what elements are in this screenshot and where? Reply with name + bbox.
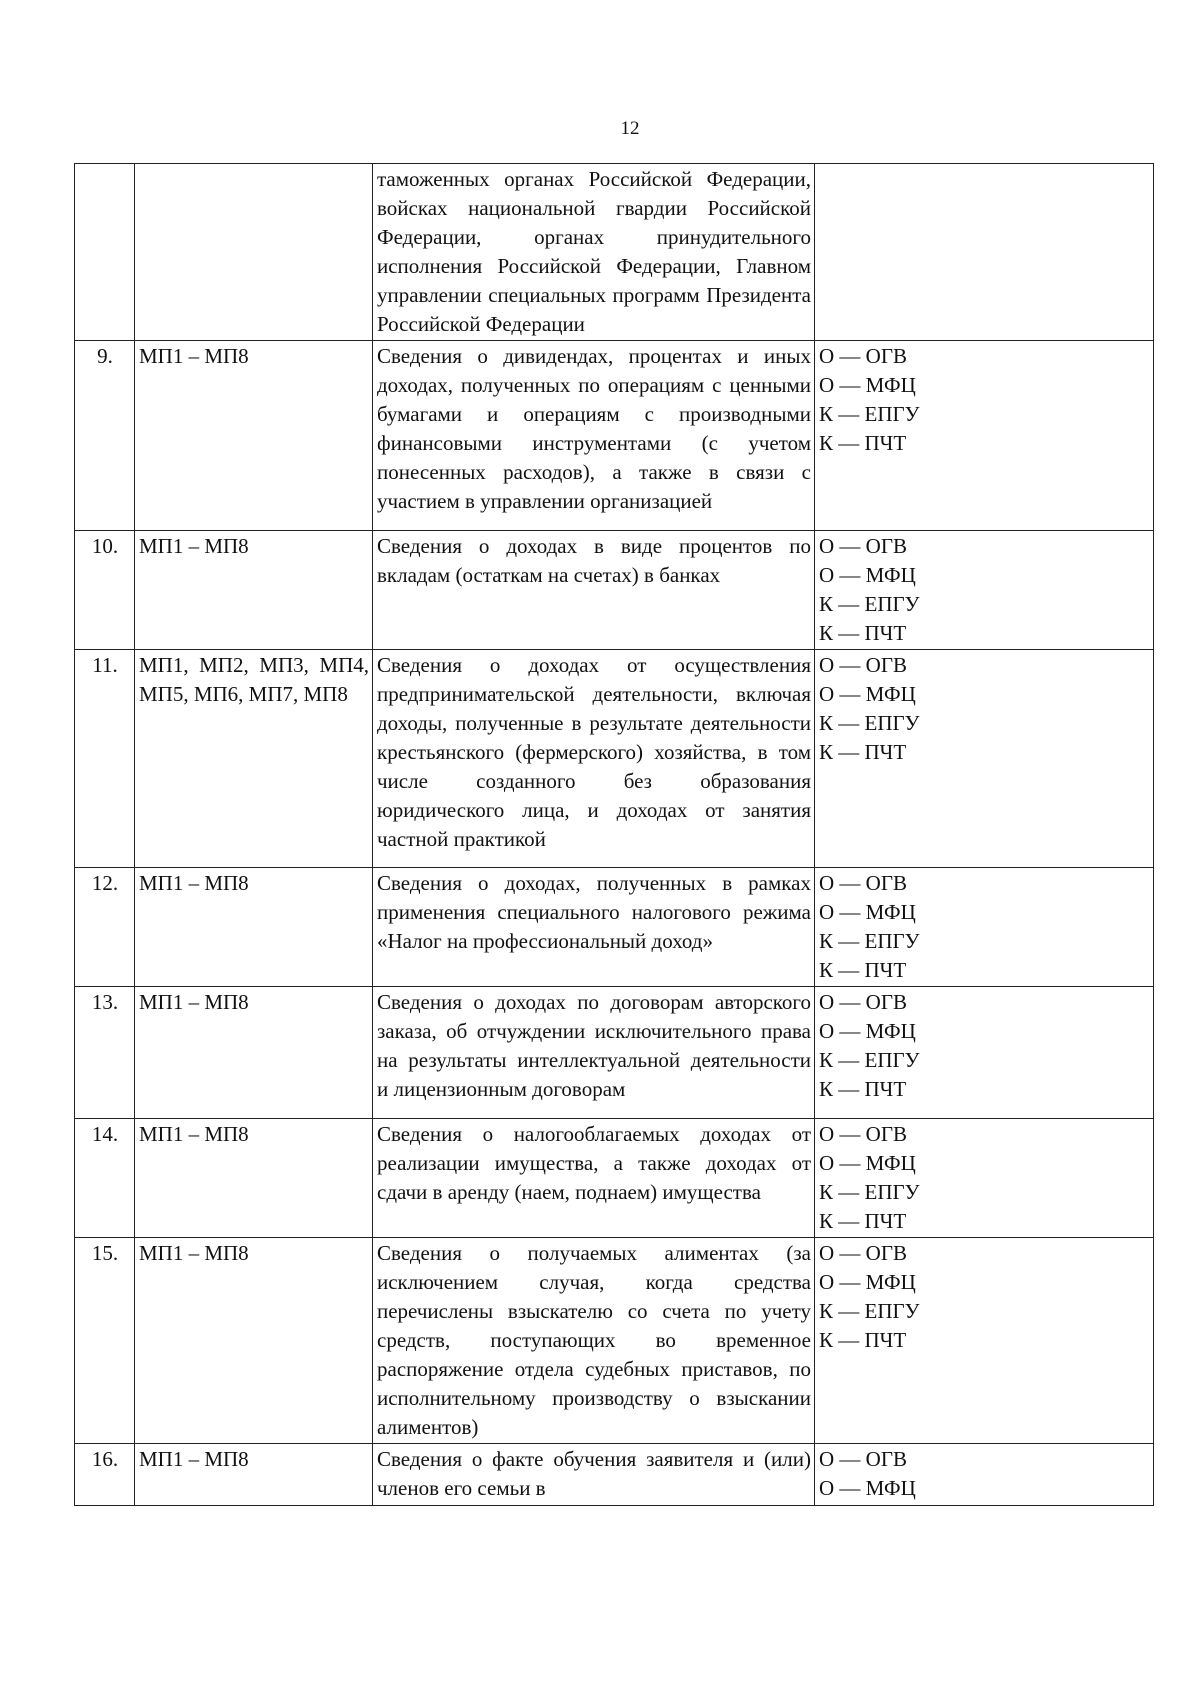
channel-item: К — ПЧТ (819, 740, 907, 764)
document-description (373, 531, 815, 650)
row-number: 9. (75, 341, 135, 531)
submission-channels (815, 868, 1154, 987)
table-row (75, 1238, 1154, 1444)
table-row (75, 531, 1154, 650)
channel-item: О — МФЦ (819, 1151, 916, 1175)
channel-item: К — ПЧТ (819, 1209, 907, 1233)
table-row (75, 341, 1154, 531)
description-text: Сведения о доходах по договорам авторского заказа, об отчуждении исключительного права на результаты интеллектуальной деятельности и лицензионным договорам (377, 990, 811, 1101)
channel-item: К — ПЧТ (819, 1328, 907, 1352)
document-description (373, 650, 815, 868)
services-table (74, 163, 1154, 1506)
channel-item: К — ЕПГУ (819, 592, 920, 616)
channel-item: К — ЕПГУ (819, 402, 920, 426)
description-text: Сведения о получаемых алиментах (за исключением случая, когда средства перечислены взыскателю со счета по учету средств, поступающих во временное распоряжение отдела судебных приставов, по исполнительному производству о взыскании алиментов) (377, 1241, 811, 1439)
channel-item: К — ЕПГУ (819, 1180, 920, 1204)
document-description (373, 164, 815, 341)
document-description (373, 1444, 815, 1506)
row-number: 13. (75, 987, 135, 1119)
submission-channels (815, 164, 1154, 341)
submission-channels (815, 341, 1154, 531)
row-number: 14. (75, 1119, 135, 1238)
applicant-category-codes: МП1 – МП8 (135, 341, 373, 531)
row-number: 12. (75, 868, 135, 987)
channel-item: О — ОГВ (819, 653, 907, 677)
channel-item: К — ЕПГУ (819, 1048, 920, 1072)
row-number: 16. (75, 1444, 135, 1506)
applicant-category-codes: МП1 – МП8 (135, 868, 373, 987)
table-row (75, 987, 1154, 1119)
channel-item: О — ОГВ (819, 534, 907, 558)
applicant-category-codes: МП1 – МП8 (135, 987, 373, 1119)
channel-item: К — ЕПГУ (819, 711, 920, 735)
applicant-category-codes: МП1 – МП8 (135, 1444, 373, 1506)
description-text: Сведения о дивидендах, процентах и иных доходах, полученных по операциям с ценными бумагами и операциям с производными финансовыми инструментами (с учетом понесенных расходов), а также в связи с участием в управлении организацией (377, 344, 811, 513)
submission-channels (815, 1444, 1154, 1506)
row-number: 10. (75, 531, 135, 650)
table-row (75, 1119, 1154, 1238)
channel-item: К — ПЧТ (819, 431, 907, 455)
description-text: Сведения о доходах в виде процентов по вкладам (остаткам на счетах) в банках (377, 534, 811, 587)
applicant-category-codes: МП1 – МП8 (135, 1119, 373, 1238)
channel-item: О — МФЦ (819, 1270, 916, 1294)
channel-item: К — ПЧТ (819, 958, 907, 982)
applicant-category-codes: МП1 – МП8 (135, 1238, 373, 1444)
table-row (75, 650, 1154, 868)
channel-item: О — МФЦ (819, 563, 916, 587)
page-number: 12 (620, 118, 640, 139)
applicant-category-codes (135, 164, 373, 341)
channel-item: О — ОГВ (819, 1447, 907, 1471)
row-number: 15. (75, 1238, 135, 1444)
applicant-category-codes: МП1 – МП8 (135, 531, 373, 650)
row-number: 11. (75, 650, 135, 868)
submission-channels (815, 987, 1154, 1119)
channel-item: О — МФЦ (819, 373, 916, 397)
submission-channels (815, 531, 1154, 650)
submission-channels (815, 1238, 1154, 1444)
channel-item: О — МФЦ (819, 1019, 916, 1043)
row-number (75, 164, 135, 341)
channel-item: О — МФЦ (819, 682, 916, 706)
document-description (373, 341, 815, 531)
submission-channels (815, 1119, 1154, 1238)
channel-item: О — ОГВ (819, 990, 907, 1014)
channel-item: О — ОГВ (819, 871, 907, 895)
document-description (373, 1119, 815, 1238)
description-text: Сведения о доходах от осуществления предпринимательской деятельности, включая доходы, полученные в результате деятельности крестьянского (фермерского) хозяйства, в том числе созданного без образования юридического лица, и доходах от занятия частной практикой (377, 653, 811, 851)
description-text: Сведения о факте обучения заявителя и (или) членов его семьи в (377, 1447, 811, 1500)
channel-item: О — МФЦ (819, 1476, 916, 1500)
applicant-category-codes: МП1, МП2, МП3, МП4, МП5, МП6, МП7, МП8 (135, 650, 373, 868)
channel-item: О — ОГВ (819, 1122, 907, 1146)
description-text: Сведения о доходах, полученных в рамках применения специального налогового режима «Налог на профессиональный доход» (377, 871, 811, 953)
channel-item: К — ЕПГУ (819, 929, 920, 953)
channel-item: О — ОГВ (819, 1241, 907, 1265)
channel-item: О — ОГВ (819, 344, 907, 368)
table-row (75, 164, 1154, 341)
table-body (75, 164, 1154, 1506)
document-description (373, 1238, 815, 1444)
channel-item: К — ЕПГУ (819, 1299, 920, 1323)
submission-channels (815, 650, 1154, 868)
channel-item: К — ПЧТ (819, 621, 907, 645)
table-row (75, 1444, 1154, 1506)
channel-item: О — МФЦ (819, 900, 916, 924)
document-description (373, 987, 815, 1119)
document-description (373, 868, 815, 987)
description-text: таможенных органах Российской Федерации, войсках национальной гвардии Российской Федерации, органах принудительного исполнения Российской Федерации, Главном управлении специальных программ Президента Российской Федерации (377, 167, 811, 336)
description-text: Сведения о налогооблагаемых доходах от реализации имущества, а также доходах от сдачи в аренду (наем, поднаем) имущества (377, 1122, 811, 1204)
channel-item: К — ПЧТ (819, 1077, 907, 1101)
table-row (75, 868, 1154, 987)
